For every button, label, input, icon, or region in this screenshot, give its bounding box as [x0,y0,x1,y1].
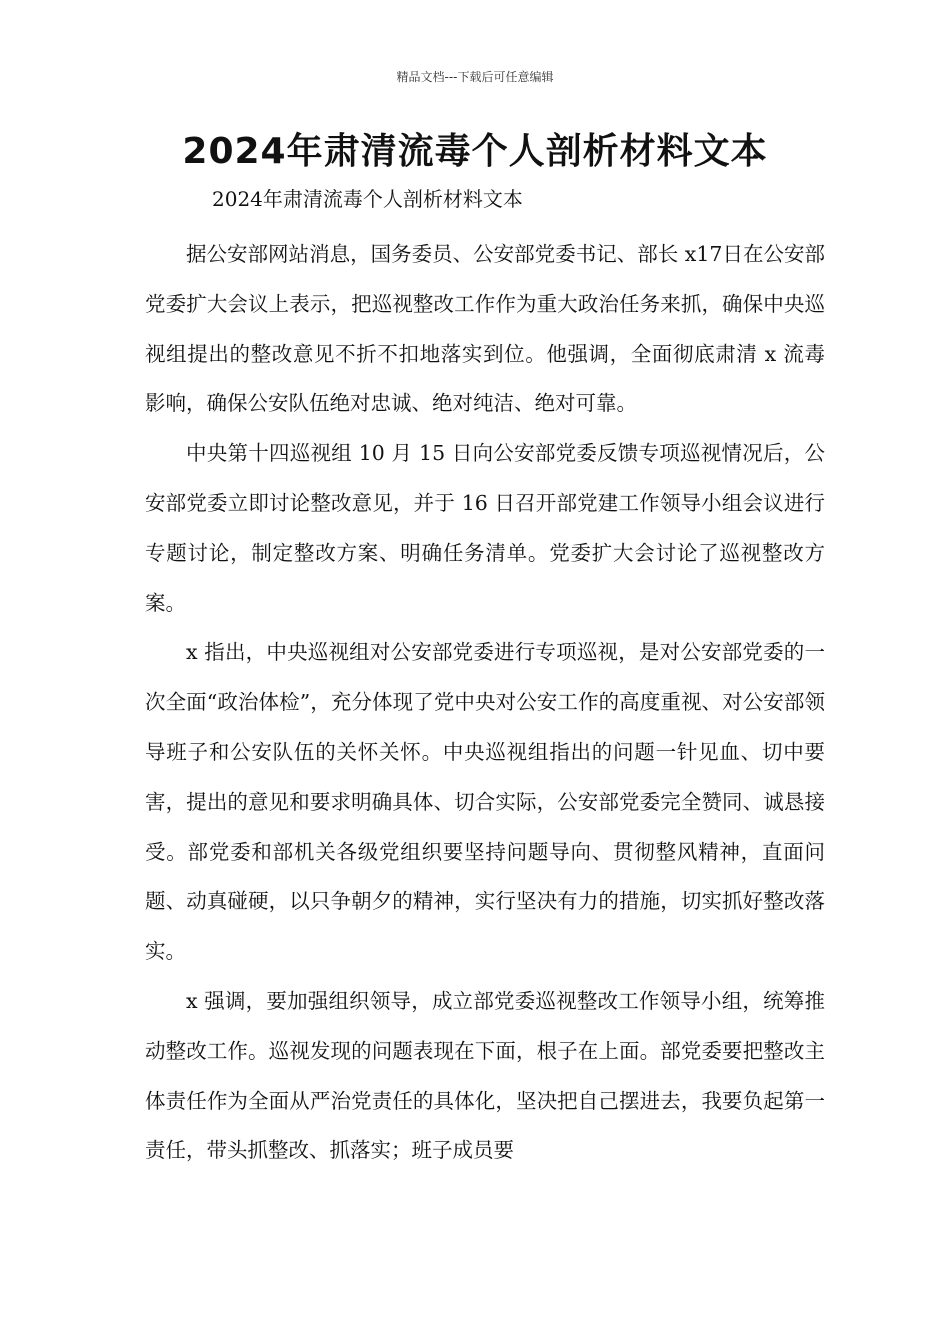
paragraph-2: 中央第十四巡视组 10 月 15 日向公安部党委反馈专项巡视情况后，公安部党委立即讨论整改意见，并于 16 日召开部党建工作领导小组会议进行专题讨论，制定整改方案、明确任务清单。党委扩大会讨论了巡视整改方案。 [145,441,825,615]
header-note: 精品文档---下载后可任意编辑 [396,70,554,84]
paragraph-3: x 指出，中央巡视组对公安部党委进行专项巡视，是对公安部党委的一次全面“政治体检”，充分体现了党中央对公安工作的高度重视、对公安部领导班子和公安队伍的关怀关怀。中央巡视组指出的问题一针见血、切中要害，提出的意见和要求明确具体、切合实际，公安部党委完全赞同、诚恳接受。部党委和部机关各级党组织要坚持问题导向、贯彻整风精神，直面问题、动真碰硬，以只争朝夕的精神，实行坚决有力的措施，切实抓好整改落实。 [145,640,825,964]
paragraph-4: x 强调，要加强组织领导，成立部党委巡视整改工作领导小组，统筹推动整改工作。巡视发现的问题表现在下面，根子在上面。部党委要把整改主体责任作为全面从严治党责任的具体化，坚决把自己摆进去，我要负起第一责任，带头抓整改、抓落实；班子成员要 [145,988,825,1163]
document-title: 2024年肃清流毒个人剖析材料文本 [182,131,768,172]
document-subtitle: 2024年肃清流毒个人剖析材料文本 [212,187,523,211]
paragraph-1: 据公安部网站消息，国务委员、公安部党委书记、部长 x17日在公安部党委扩大会议上表示，把巡视整改工作作为重大政治任务来抓，确保中央巡视组提出的整改意见不折不扣地落实到位。他强调，全面彻底肃清 x 流毒影响，确保公安队伍绝对忠诚、绝对纯洁、绝对可靠。 [145,242,825,416]
document-body [145,230,825,1176]
